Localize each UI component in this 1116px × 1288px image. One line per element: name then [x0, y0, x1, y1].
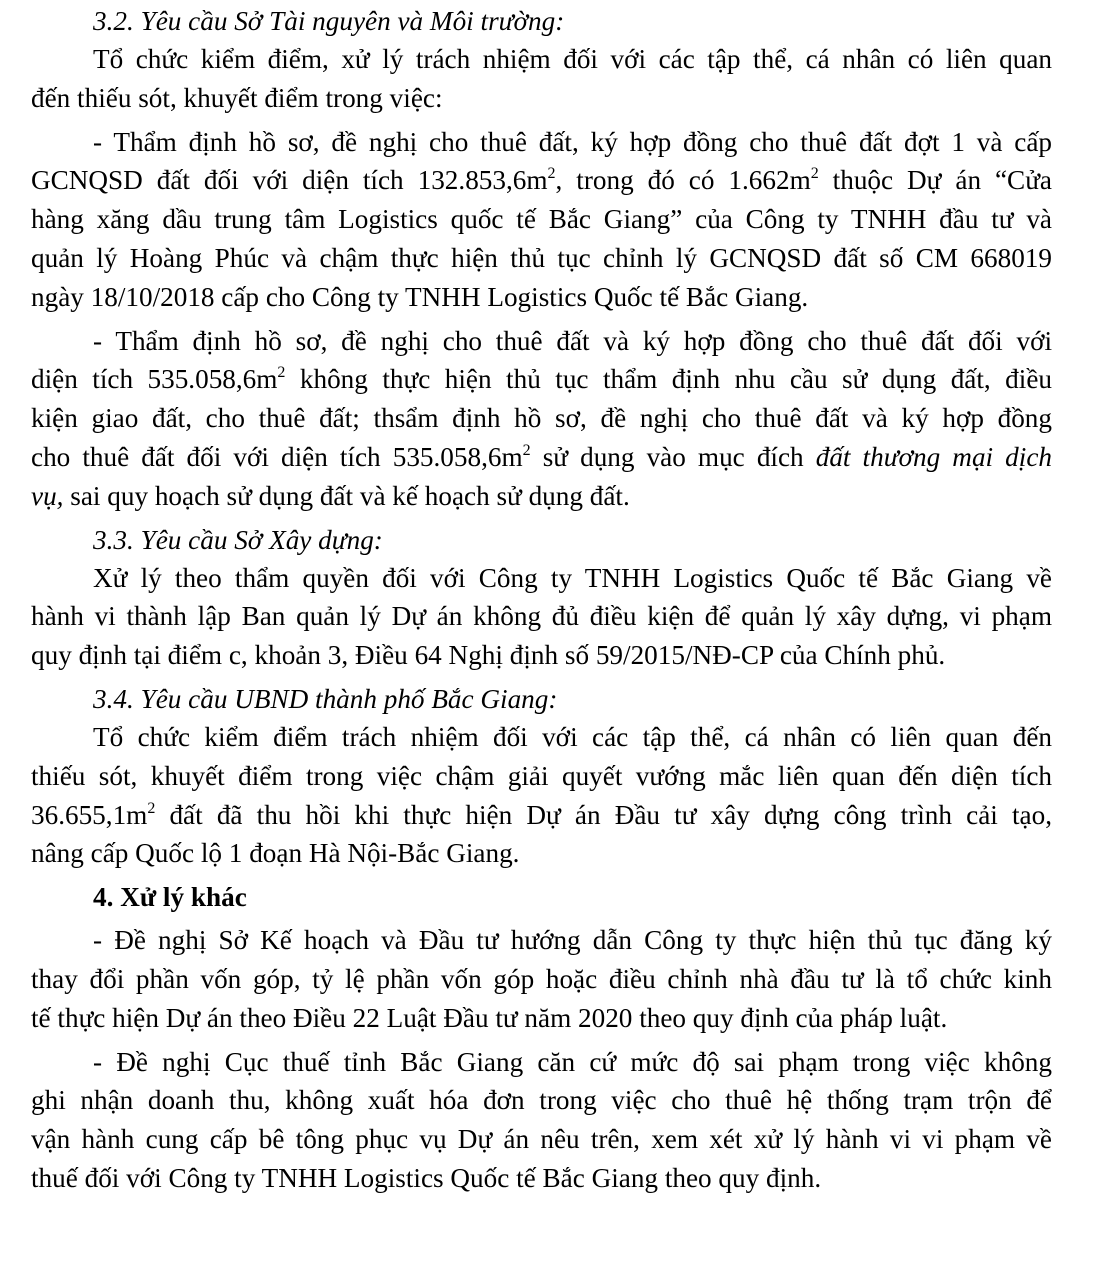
superscript: 2 [147, 799, 156, 817]
section-3-4-body [31, 718, 1052, 873]
superscript: 2 [277, 364, 286, 382]
paragraph-line: cho thuê đất đối với diện tích $535.058,6m^2$ sử dụng vào mục đích đất thương mại dịch [31, 441, 1052, 472]
section-4-item-2 [31, 1043, 1052, 1198]
paragraph-line: kiện giao đất, cho thuê đất; thsẩm định hồ sơ, đề nghị cho thuê đất và ký hợp đồng [31, 403, 1052, 434]
paragraph-line: diện tích $535.058,6m^2$ không thực hiện thủ tục thẩm định nhu cầu sử dụng đất, điều [31, 364, 1052, 395]
superscript: 2 [810, 165, 819, 183]
section-3-4-heading: 3.4. Yêu cầu UBND thành phố Bắc Giang: [93, 683, 558, 714]
section-3-3-heading: 3.3. Yêu cầu Sở Xây dựng: [93, 524, 383, 555]
paragraph-line: - Đề nghị Sở Kế hoạch và Đầu tư hướng dẫn Công ty thực hiện thủ tục đăng ký [93, 925, 1052, 956]
superscript: 2 [547, 165, 556, 183]
paragraph-line: đến thiếu sót, khuyết điểm trong việc: [31, 82, 443, 113]
section-3-2-item-2 [31, 322, 1052, 516]
paragraph-line: vận hành cung cấp bê tông phục vụ Dự án nêu trên, xem xét xử lý hành vi vi phạm về [31, 1124, 1052, 1155]
section-4-heading: 4. Xử lý khác [93, 882, 247, 913]
paragraph-line: Xử lý theo thẩm quyền đối với Công ty TNHH Logistics Quốc tế Bắc Giang về [93, 562, 1052, 593]
superscript: 2 [522, 441, 531, 459]
paragraph-line: thiếu sót, khuyết điểm trong việc chậm giải quyết vướng mắc liên quan đến diện tích [31, 760, 1052, 791]
paragraph-line: thay đổi phần vốn góp, tỷ lệ phần vốn góp hoặc điều chỉnh nhà đầu tư là tổ chức kinh [31, 963, 1052, 994]
document-page [31, 0, 1052, 1198]
section-3-2-heading: 3.2. Yêu cầu Sở Tài nguyên và Môi trường: [93, 6, 565, 36]
paragraph-line: ngày 18/10/2018 cấp cho Công ty TNHH Logistics Quốc tế Bắc Giang. [31, 281, 809, 312]
paragraph-line: Tổ chức kiểm điểm, xử lý trách nhiệm đối với các tập thể, cá nhân có liên quan [93, 44, 1052, 74]
section-3-2-item-1 [31, 123, 1052, 317]
paragraph-line: quản lý Hoàng Phúc và chậm thực hiện thủ tục chỉnh lý GCNQSD đất số CM 668019 [31, 242, 1052, 273]
paragraph-line: Tổ chức kiểm điểm trách nhiệm đối với các tập thể, cá nhân có liên quan đến [93, 721, 1052, 752]
paragraph-line: ghi nhận doanh thu, không xuất hóa đơn trong việc cho thuê hệ thống trạm trộn để [31, 1085, 1052, 1116]
paragraph-line: hành vi thành lập Ban quản lý Dự án không đủ điều kiện để quản lý xây dựng, vi phạm [31, 601, 1052, 632]
paragraph-line: thuế đối với Công ty TNHH Logistics Quốc tế Bắc Giang theo quy định. [31, 1162, 822, 1193]
paragraph-line: - Đề nghị Cục thuế tỉnh Bắc Giang căn cứ mức độ sai phạm trong việc không [93, 1046, 1052, 1077]
section-3-2-intro [31, 40, 1052, 118]
paragraph-line: vụ, sai quy hoạch sử dụng đất và kế hoạch sử dụng đất. [31, 480, 630, 511]
section-4-item-1 [31, 921, 1052, 1037]
paragraph-line: - Thẩm định hồ sơ, đề nghị cho thuê đất và ký hợp đồng cho thuê đất đối với [93, 325, 1052, 356]
paragraph-line: - Thẩm định hồ sơ, đề nghị cho thuê đất, ký hợp đồng cho thuê đất đợt 1 và cấp [93, 126, 1052, 157]
paragraph-line: GCNQSD đất đối với diện tích $132.853,6m^2$, trong đó có $1.662m^2$ thuộc Dự án “Cửa [31, 165, 1052, 196]
paragraph-line: nâng cấp Quốc lộ 1 đoạn Hà Nội-Bắc Giang. [31, 838, 520, 869]
paragraph-line: hàng xăng dầu trung tâm Logistics quốc tế Bắc Giang” của Công ty TNHH đầu tư và [31, 204, 1052, 235]
section-3-3-body [31, 559, 1052, 675]
paragraph-line: quy định tại điểm c, khoản 3, Điều 64 Nghị định số 59/2015/NĐ-CP của Chính phủ. [31, 640, 946, 671]
paragraph-line: tế thực hiện Dự án theo Điều 22 Luật Đầu tư năm 2020 theo quy định của pháp luật. [31, 1002, 948, 1033]
paragraph-line: $36.655,1m^2$ đất đã thu hồi khi thực hiện Dự án Đầu tư xây dựng công trình cải tạo, [31, 799, 1052, 830]
